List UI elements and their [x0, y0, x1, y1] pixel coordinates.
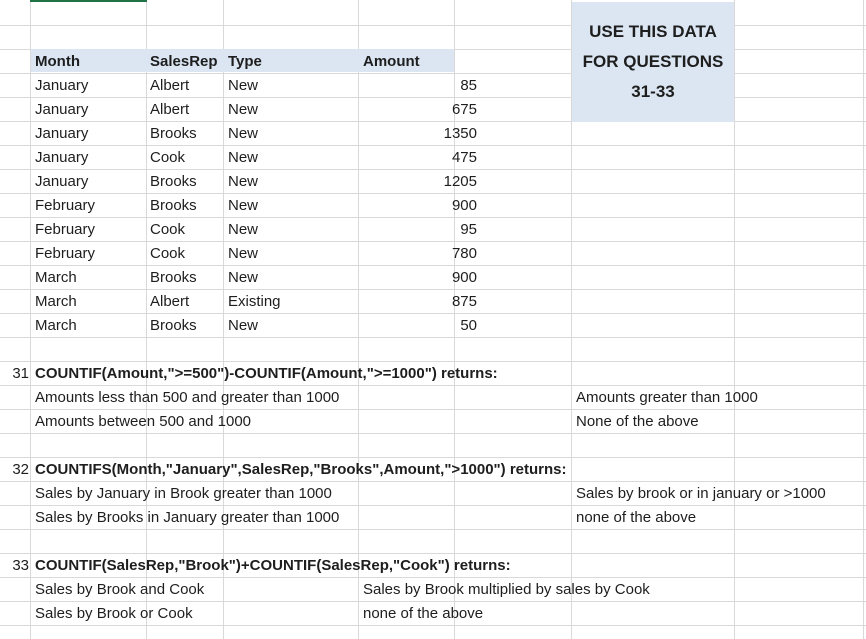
cell-salesrep[interactable]: Brooks — [150, 317, 197, 334]
cell-salesrep[interactable]: Albert — [150, 101, 190, 118]
answer-option[interactable]: Sales by Brooks in January greater than 1000 — [35, 509, 340, 526]
cell-salesrep[interactable]: Cook — [150, 149, 186, 166]
cell-amount[interactable]: 675 — [451, 101, 477, 118]
cell-amount[interactable]: 1350 — [443, 125, 477, 142]
cell-month[interactable]: January — [35, 173, 89, 190]
cell-month[interactable]: March — [35, 317, 77, 334]
answer-option[interactable]: Sales by January in Brook greater than 1000 — [35, 485, 332, 502]
cell-type[interactable]: New — [228, 245, 259, 262]
answer-option[interactable]: Sales by Brook or Cook — [35, 605, 193, 622]
question-text[interactable]: COUNTIF(SalesRep,"Brook")+COUNTIF(SalesRep,"Cook") returns: — [35, 557, 511, 574]
instructions-note[interactable] — [572, 2, 734, 122]
note-line-2: FOR QUESTIONS — [582, 52, 724, 71]
selected-cell-border — [30, 0, 147, 2]
answer-option[interactable]: none of the above — [363, 605, 484, 622]
cell-salesrep[interactable]: Brooks — [150, 125, 197, 142]
cell-type[interactable]: New — [228, 149, 259, 166]
answer-option[interactable]: None of the above — [576, 413, 699, 430]
question-number[interactable]: 32 — [12, 461, 29, 478]
answer-option[interactable]: none of the above — [576, 509, 697, 526]
question-text[interactable]: COUNTIFS(Month,"January",SalesRep,"Brooks",Amount,">1000") returns: — [35, 461, 567, 478]
cell-type[interactable]: New — [228, 101, 259, 118]
cell-type[interactable]: New — [228, 77, 259, 94]
cell-amount[interactable]: 1205 — [443, 173, 477, 190]
header-type[interactable]: Type — [228, 53, 262, 70]
row-border — [0, 25, 866, 26]
answer-option[interactable]: Amounts less than 500 and greater than 1000 — [35, 389, 340, 406]
cell-type[interactable]: New — [228, 197, 259, 214]
column-border — [863, 0, 864, 639]
cell-type[interactable]: New — [228, 173, 259, 190]
answer-option[interactable]: Amounts greater than 1000 — [576, 389, 758, 406]
cell-type[interactable]: New — [228, 125, 259, 142]
cell-amount[interactable]: 900 — [451, 269, 477, 286]
column-border — [734, 0, 735, 639]
header-salesrep[interactable]: SalesRep — [150, 53, 218, 70]
question-number[interactable]: 31 — [12, 365, 29, 382]
answer-option[interactable]: Amounts between 500 and 1000 — [35, 413, 251, 430]
cell-month[interactable]: January — [35, 101, 89, 118]
cell-amount[interactable]: 95 — [460, 221, 477, 238]
cell-salesrep[interactable]: Brooks — [150, 173, 197, 190]
column-border — [30, 0, 31, 639]
cell-type[interactable]: Existing — [228, 293, 281, 310]
cell-type[interactable]: New — [228, 221, 259, 238]
cell-amount[interactable]: 875 — [451, 293, 477, 310]
column-border — [146, 0, 147, 639]
cell-month[interactable]: February — [35, 245, 96, 262]
column-border — [358, 0, 359, 639]
cell-month[interactable]: January — [35, 125, 89, 142]
cell-amount[interactable]: 85 — [460, 77, 477, 94]
question-number[interactable]: 33 — [12, 557, 29, 574]
note-line-3: 31-33 — [631, 82, 675, 101]
cell-amount[interactable]: 780 — [451, 245, 477, 262]
cell-month[interactable]: February — [35, 197, 96, 214]
cell-type[interactable]: New — [228, 269, 259, 286]
cell-month[interactable]: January — [35, 149, 89, 166]
answer-option[interactable]: Sales by Brook and Cook — [35, 581, 205, 598]
header-amount[interactable]: Amount — [363, 53, 420, 70]
answer-option[interactable]: Sales by Brook multiplied by sales by Cook — [363, 581, 650, 598]
cell-month[interactable]: February — [35, 221, 96, 238]
note-line-1: USE THIS DATA — [589, 22, 717, 41]
header-month[interactable]: Month — [35, 53, 80, 70]
column-border — [223, 0, 224, 639]
cell-salesrep[interactable]: Cook — [150, 221, 186, 238]
cell-salesrep[interactable]: Albert — [150, 293, 190, 310]
cell-salesrep[interactable]: Cook — [150, 245, 186, 262]
question-text[interactable]: COUNTIF(Amount,">=500")-COUNTIF(Amount,">=1000") returns: — [35, 365, 498, 382]
cell-month[interactable]: March — [35, 269, 77, 286]
cell-month[interactable]: January — [35, 77, 89, 94]
cell-salesrep[interactable]: Brooks — [150, 269, 197, 286]
cell-month[interactable]: March — [35, 293, 77, 310]
cell-salesrep[interactable]: Albert — [150, 77, 190, 94]
answer-option[interactable]: Sales by brook or in january or >1000 — [576, 485, 826, 502]
cell-salesrep[interactable]: Brooks — [150, 197, 197, 214]
cell-amount[interactable]: 475 — [451, 149, 477, 166]
cell-type[interactable]: New — [228, 317, 259, 334]
cell-amount[interactable]: 50 — [460, 317, 477, 334]
cell-amount[interactable]: 900 — [451, 197, 477, 214]
